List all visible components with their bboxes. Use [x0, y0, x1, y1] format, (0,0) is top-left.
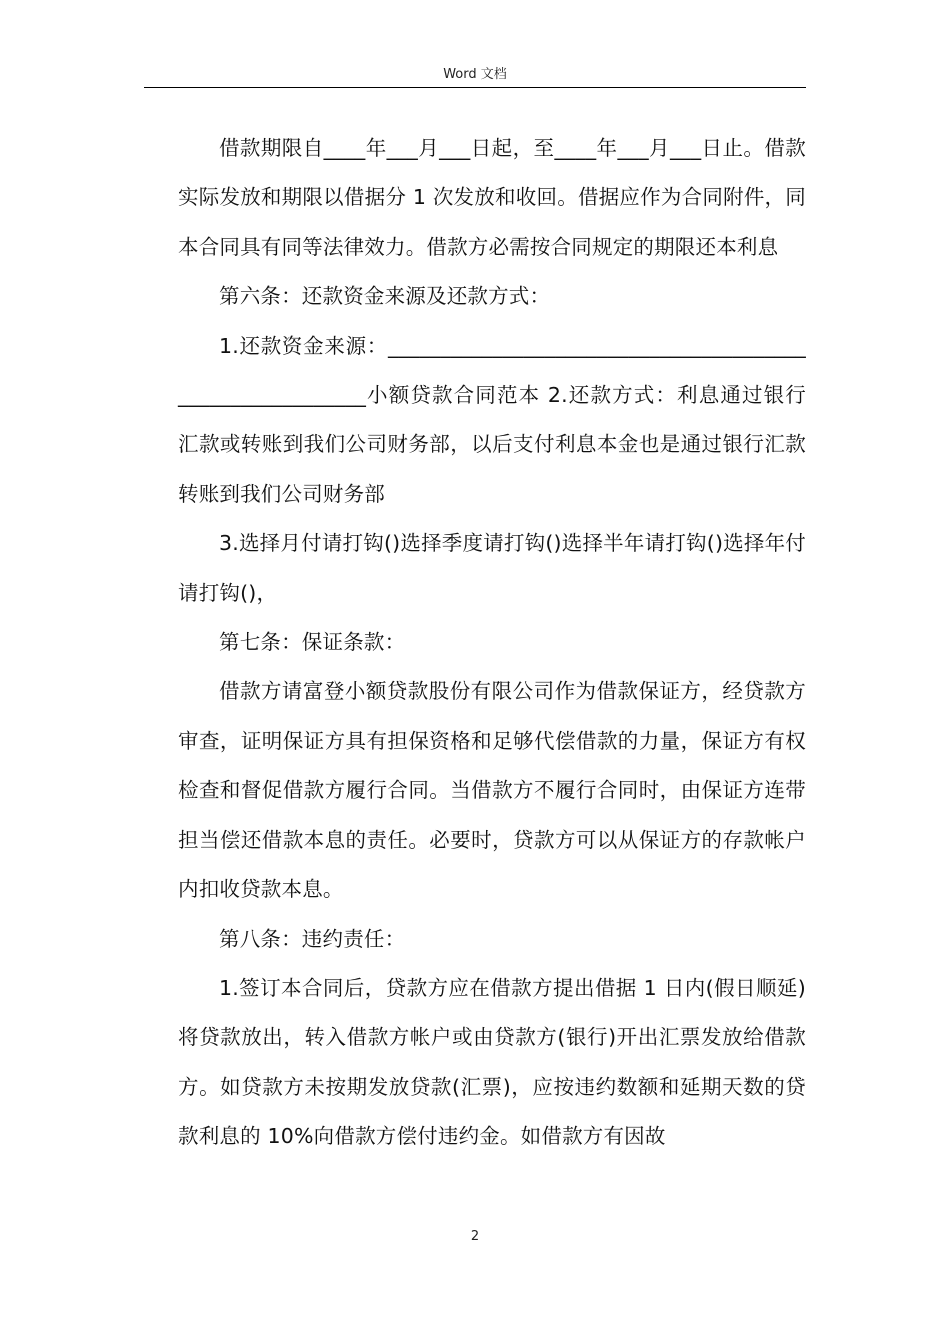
paragraph-repayment-source: 1.还款资金来源：__________________________________________________________小额贷款合同范本 2.还款方式：利息通过银行汇款或转账到我们公司财务部，以后支付利息本金也是通过银行汇款转账到我们公司财务部 [178, 333, 806, 506]
paragraph-loan-term: 借款期限自____年___月___日起，至____年___月___日止。借款实际发放和期限以借据分 1 次发放和收回。借据应作为合同附件，同本合同具有同等法律效力。借款方必需按合同规定的期限还本利息 [178, 136, 806, 259]
page-header-title: Word 文档 [443, 67, 507, 82]
page-number: 2 [470, 1229, 480, 1244]
heading-article-six: 第六条：还款资金来源及还款方式： [219, 284, 551, 309]
paragraph-payment-options: 3.选择月付请打钩()选择季度请打钩()选择半年请打钩()选择年付请打钩()， [178, 531, 806, 605]
document-body [178, 124, 806, 1162]
heading-article-seven: 第七条：保证条款： [219, 630, 406, 655]
heading-article-eight: 第八条：违约责任： [219, 926, 406, 951]
paragraph-guarantee: 借款方请富登小额贷款股份有限公司作为借款保证方，经贷款方审查，证明保证方具有担保资格和足够代偿借款的力量，保证方有权检查和督促借款方履行合同。当借款方不履行合同时，由保证方连带担当偿还借款本息的责任。必要时，贷款方可以从保证方的存款帐户内扣收贷款本息。 [178, 679, 806, 902]
paragraph-breach: 1.签订本合同后，贷款方应在借款方提出借据 1 日内(假日顺延)将贷款放出，转入借款方帐户或由贷款方(银行)开出汇票发放给借款方。如贷款方未按期发放贷款(汇票)，应按违约数额和延期天数的贷款利息的 10%向借款方偿付违约金。如借款方有因故 [178, 975, 806, 1149]
header-divider [144, 87, 806, 88]
